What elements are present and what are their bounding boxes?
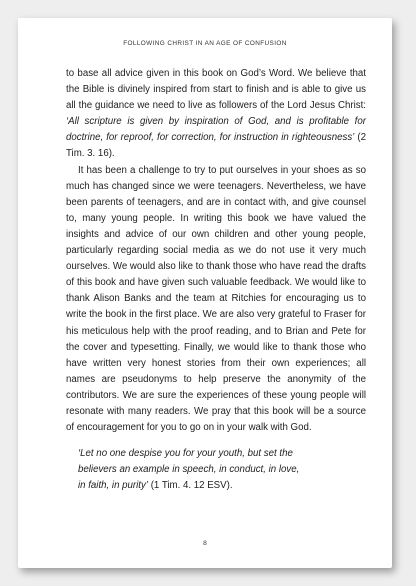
page-number: 8 bbox=[203, 540, 207, 547]
running-head: FOLLOWING CHRIST IN AN AGE OF CONFUSION bbox=[123, 40, 287, 47]
body-text bbox=[66, 66, 366, 494]
scripture-quote-2-tim: ‘All scripture is given by inspiration of God, and is profitable for doctrine, for reproof, for correction, for instruction in righteousness’ bbox=[66, 116, 366, 144]
quote-reference: (1 Tim. 4. 12 ESV). bbox=[148, 480, 233, 492]
paragraph-2: It has been a challenge to try to put ourselves in your shoes as so much has changed since we were teenagers. Nevertheless, we have been parents of teenagers, and are in contact with, and give counsel to, many young people. In writing this book we have valued the insights and advice of our own children and other young people, particularly regarding social media as we do not use it very much ourselves. We would also like to thank those who have read the drafts of this book and have given such valuable feedback. We would like to thank Alison Banks and the team at Ritchies for encouraging us to write the book in the first place. We are also very grateful to Fraser for his meticulous help with the proof reading, and to Brian and Pete for the cover and typesetting. Finally, we would like to thank those who have written very honest stories from their own experiences; all names are pseudonyms to help preserve the anonymity of the contributors. We are sure the experiences of these young people will resonate with many readers. We pray that this book will be a source of encouragement for you to go on in your walk with God. bbox=[66, 164, 366, 434]
scripture-reference-2-tim: (2 Tim. 3. 16). bbox=[66, 132, 367, 160]
closing-quote bbox=[78, 446, 366, 494]
quote-line-3-text: in faith, in purity’ bbox=[78, 480, 148, 492]
quote-line-3 bbox=[78, 478, 366, 494]
paragraph-1 bbox=[66, 66, 366, 163]
book-page bbox=[18, 18, 392, 568]
quote-line-1: ‘Let no one despise you for your youth, but set the bbox=[78, 448, 293, 460]
paragraph-1-text: to base all advice given in this book on God’s Word. We believe that the Bible is divinely inspired from start to finish and is able to give us all the guidance we need to live as followers of the Lord Jesus Christ: bbox=[66, 68, 366, 112]
quote-line-2: believers an example in speech, in conduct, in love, bbox=[78, 464, 300, 476]
